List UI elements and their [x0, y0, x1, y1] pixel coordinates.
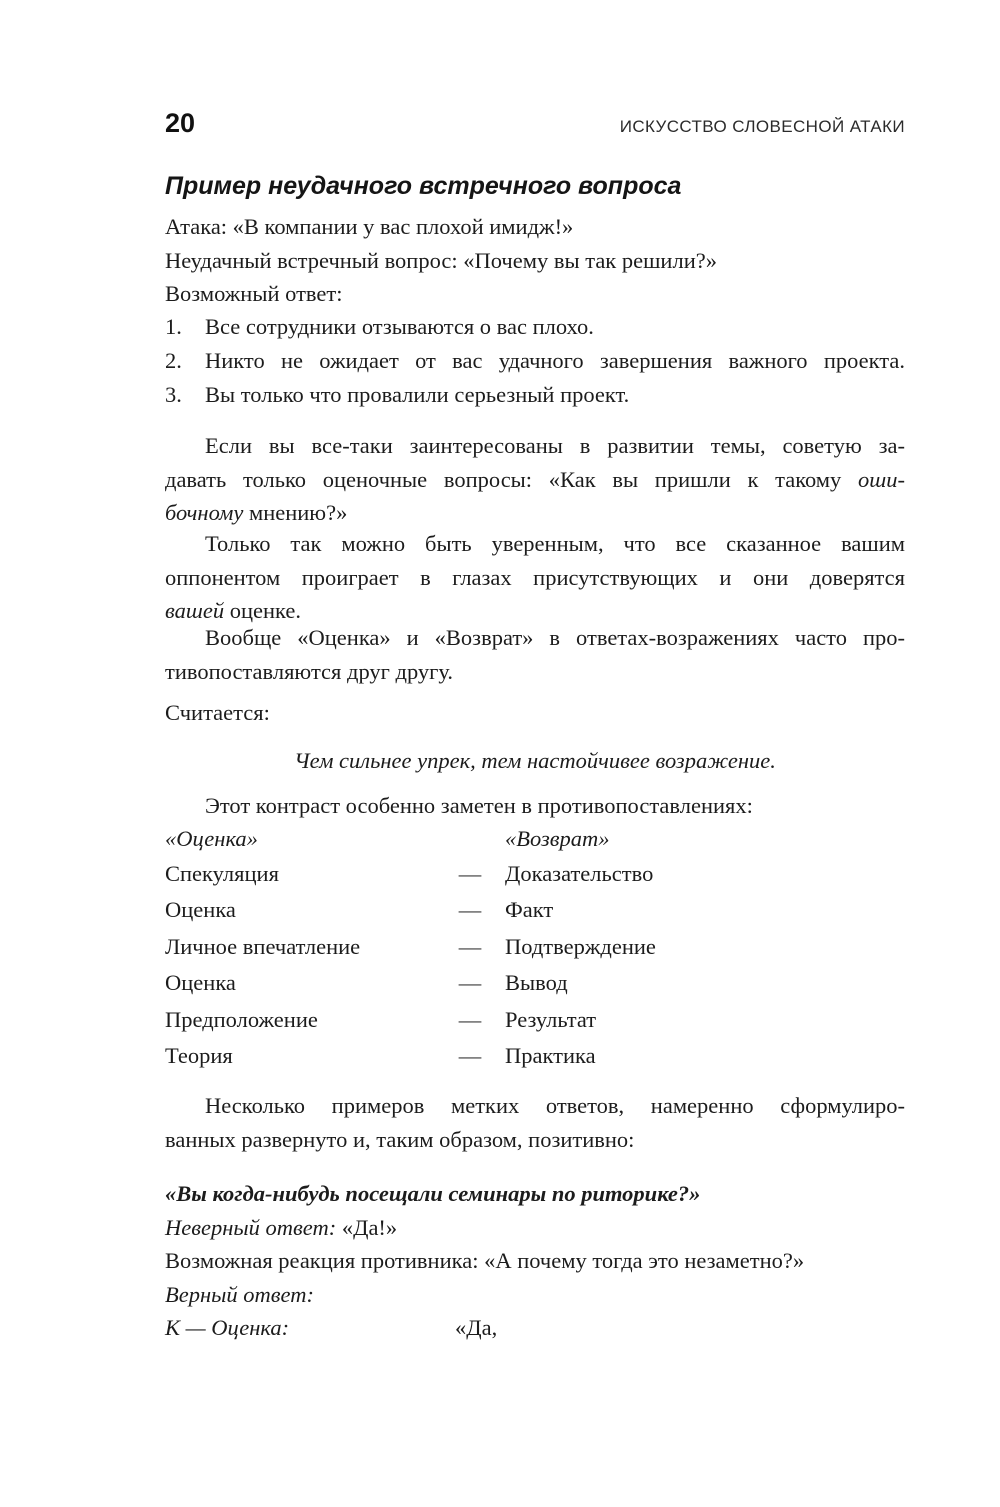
em-dash: —: [458, 970, 482, 996]
paragraph-line: бочному мнению?»: [165, 500, 348, 525]
column-header-left: «Оценка»: [165, 826, 258, 851]
table-cell-right: Результат: [505, 1006, 597, 1032]
table-cell-left: Теория: [165, 1042, 233, 1068]
table-cell-right: Факт: [505, 897, 554, 923]
list-item-number: 1.: [165, 314, 182, 339]
bad-counter-question-line: Неудачный встречный вопрос: «Почему вы так решили?»: [165, 247, 717, 273]
paragraph-opposition: [165, 621, 905, 688]
list-item-text: Никто не ожидает от вас удачного завершения важного проекта.: [205, 348, 905, 373]
table-cell-right: Подтверждение: [505, 933, 656, 959]
table-row: [165, 1002, 905, 1038]
table-row: [165, 965, 905, 1001]
possible-answer-label: Возможный ответ:: [165, 281, 343, 306]
paragraph-advice: [165, 429, 905, 530]
paragraph-line: ванных развернуто и, таким образом, позитивно:: [165, 1126, 635, 1152]
table-cell-right: Вывод: [505, 970, 568, 996]
opposition-table-header: [165, 822, 905, 856]
em-dash: —: [458, 897, 482, 923]
paragraph-line: вашей оценке.: [165, 598, 302, 623]
table-row: [165, 892, 905, 928]
paragraph-confidence: [165, 527, 905, 628]
considered-label: Считается:: [165, 700, 270, 725]
table-cell-left: Спекуляция: [165, 861, 279, 886]
numbered-list: [165, 310, 905, 412]
paragraph-line: оппонентом проиграет в глазах присутствующих и они доверятся: [165, 564, 905, 590]
table-cell-left: Оценка: [165, 970, 236, 996]
list-item-number: 3.: [165, 382, 182, 407]
paragraph-line: тивопоставляются друг другу.: [165, 658, 454, 684]
opposition-table: [165, 822, 905, 1074]
table-row: [165, 856, 905, 892]
paragraph-line: Несколько примеров метких ответов, намеренно сформулиро-: [205, 1093, 905, 1118]
maxim-quote: Чем сильнее упрек, тем настойчивее возражение.: [294, 748, 776, 773]
wrong-answer-line: [165, 1211, 905, 1245]
running-title: ИСКУССТВО СЛОВЕСНОЙ АТАКИ: [619, 117, 905, 136]
opposition-table-rows: [165, 856, 905, 1074]
contrast-line: Этот контраст особенно заметен в противопоставлениях:: [205, 793, 753, 818]
list-item: [165, 310, 905, 344]
list-item: [165, 378, 905, 412]
paragraph-line: Вообще «Оценка» и «Возврат» в ответах-возражениях часто про-: [205, 625, 905, 650]
list-item: [165, 344, 905, 378]
em-dash: —: [458, 1006, 482, 1032]
column-header-right: «Возврат»: [505, 826, 610, 851]
table-cell-right: Доказательство: [505, 861, 654, 886]
em-dash: —: [458, 933, 482, 959]
table-cell-left: Личное впечатление: [165, 933, 361, 959]
right-answer-label: Верный ответ:: [165, 1281, 314, 1307]
k-evaluation-line: [165, 1311, 905, 1345]
table-cell-left: Оценка: [165, 897, 236, 923]
table-row: [165, 929, 905, 965]
page-number: 20: [165, 108, 196, 138]
list-item-text: Все сотрудники отзываются о вас плохо.: [205, 314, 594, 339]
wrong-answer-label: Неверный ответ:: [165, 1214, 337, 1240]
em-dash: —: [458, 861, 482, 886]
example-block: [165, 1177, 905, 1345]
k-evaluation-label: К — Оценка:: [165, 1315, 290, 1340]
wrong-answer-text: «Да!»: [336, 1214, 398, 1240]
reaction-line: Возможная реакция противника: «А почему тогда это незаметно?»: [165, 1248, 805, 1273]
list-item-text: Вы только что провалили серьезный проект.: [205, 382, 630, 407]
attack-block: [165, 210, 905, 311]
em-dash: —: [458, 1042, 482, 1068]
example-question: «Вы когда-нибудь посещали семинары по риторике?»: [165, 1181, 701, 1206]
list-item-number: 2.: [165, 348, 182, 373]
paragraph-line: Если вы все-таки заинтересованы в развитии темы, советую за-: [205, 433, 905, 458]
paragraph-line: давать только оценочные вопросы: «Как вы пришли к такому оши-: [165, 466, 905, 492]
section-heading: Пример неудачного встречного вопроса: [165, 172, 682, 200]
table-cell-right: Практика: [505, 1042, 596, 1068]
page-header: [165, 108, 905, 139]
k-evaluation-answer: «Да,: [455, 1315, 498, 1340]
table-row: [165, 1038, 905, 1074]
attack-line: Атака: «В компании у вас плохой имидж!»: [165, 214, 574, 239]
paragraph-line: Только так можно быть уверенным, что все сказанное вашим: [205, 531, 905, 556]
paragraph-examples: [165, 1089, 905, 1156]
table-cell-left: Предположение: [165, 1006, 318, 1032]
